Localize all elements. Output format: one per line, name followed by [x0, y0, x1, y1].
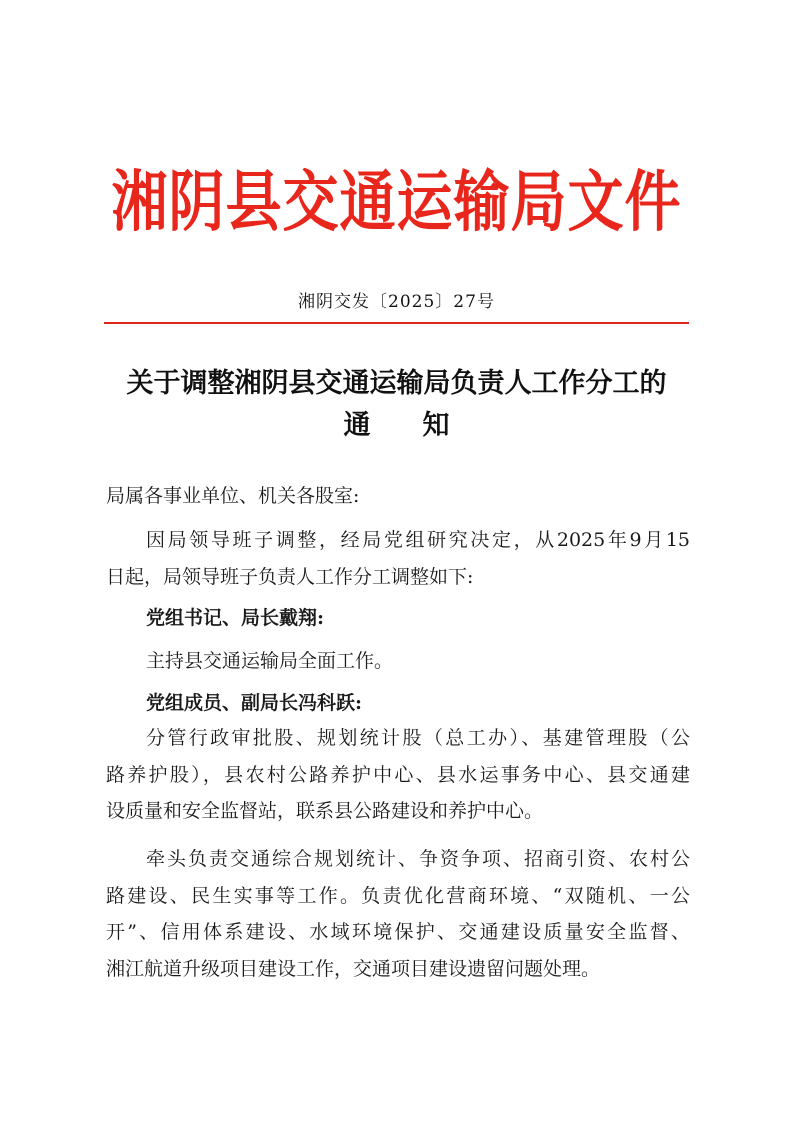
deputy-p2-line-2: 路建设、民生实事等工作。负责优化营商环境、“双随机、一公 — [106, 884, 690, 907]
red-separator-line — [104, 322, 689, 324]
intro-paragraph — [106, 522, 690, 595]
salutation: 局属各事业单位、机关各股室: — [106, 485, 360, 507]
masthead-title: 湘阴县交通运输局文件 — [111, 162, 682, 241]
deputy-p1-line-1: 分管行政审批股、规划统计股（总工办）、基建管理股（公 — [146, 727, 690, 749]
deputy-p2-line-4: 湘江航道升级项目建设工作，交通项目建设遗留问题处理。 — [106, 957, 601, 980]
section-heading-deputy: 党组成员、副局长冯科跃: — [146, 692, 363, 714]
deputy-paragraph-1 — [106, 720, 690, 830]
intro-line-1: 因局领导班子调整，经局党组研究决定，从2025年9月15 — [146, 529, 690, 551]
deputy-p1-line-2: 路养护股），县农村公路养护中心、县水运事务中心、县交通建 — [106, 763, 690, 786]
deputy-p2-line-3: 开”、信用体系建设、水域环境保护、交通建设质量安全监督、 — [106, 921, 690, 943]
deputy-paragraph-2 — [106, 841, 690, 987]
notice-title-line-1: 关于调整湘阴县交通运输局负责人工作分工的 — [126, 368, 667, 399]
section-text-director: 主持县交通运输局全面工作。 — [146, 650, 394, 672]
intro-line-2: 日起，局领导班子负责人工作分工调整如下: — [106, 565, 474, 588]
document-number: 湘阴交发〔2025〕27号 — [298, 292, 495, 312]
section-heading-director: 党组书记、局长戴翔: — [146, 607, 325, 629]
deputy-p1-line-3: 设质量和安全监督站，联系县公路建设和养护中心。 — [106, 800, 544, 822]
deputy-p2-line-1: 牵头负责交通综合规划统计、争资争项、招商引资、农村公 — [146, 848, 690, 870]
notice-title-line-2: 通知 — [343, 410, 502, 441]
